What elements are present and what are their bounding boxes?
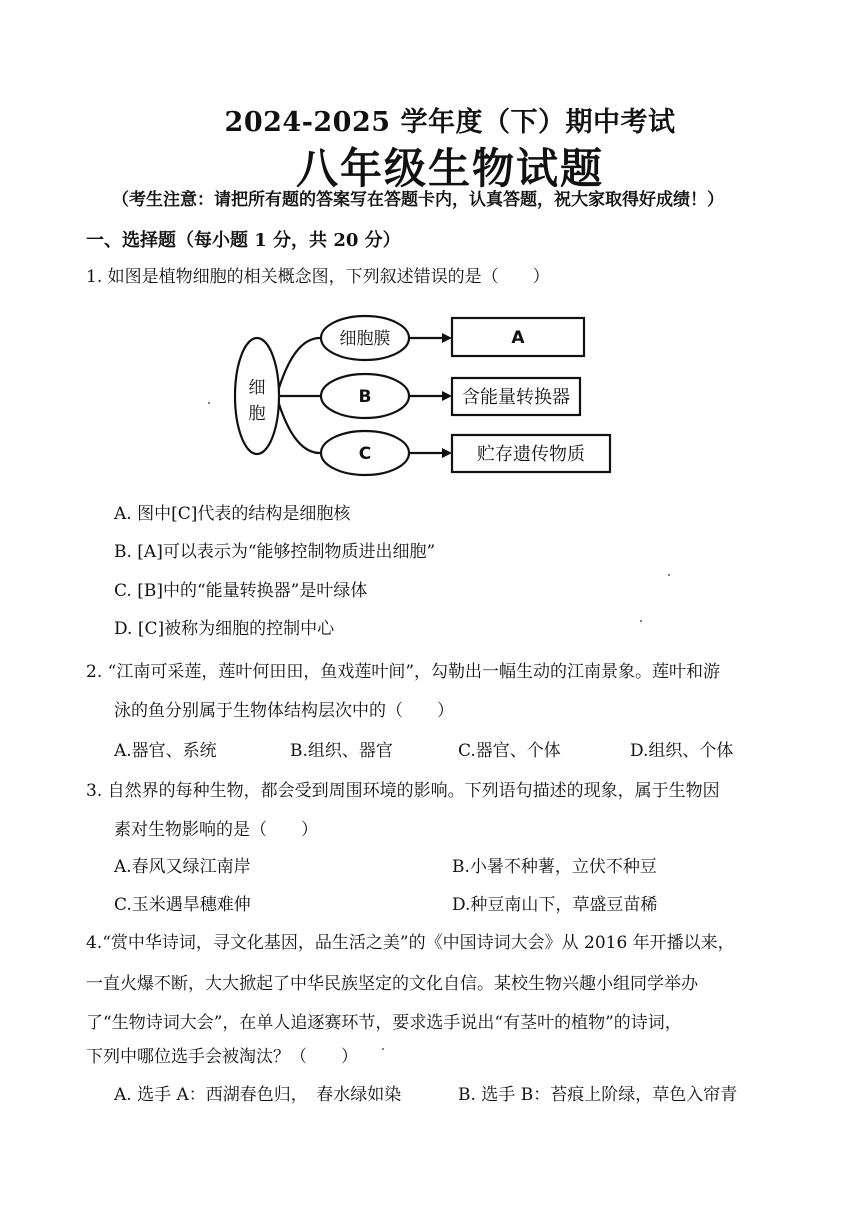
q2-stem-line2: 泳的鱼分别属于生物体结构层次中的（ ） bbox=[114, 701, 454, 721]
q2-option-d: D.组织、个体 bbox=[630, 741, 734, 761]
root-label-1: 细 bbox=[248, 378, 266, 398]
q2-option-b: B.组织、器官 bbox=[290, 741, 393, 761]
q3-option-b: B.小暑不种薯，立伏不种豆 bbox=[452, 857, 657, 877]
q1-stem: 1. 如图是植物细胞的相关概念图，下列叙述错误的是（ ） bbox=[86, 267, 550, 287]
q4-option-a: A. 选手 A：西湖春色归， 春水绿如染 bbox=[114, 1085, 402, 1105]
q3-stem-line2: 素对生物影响的是（ ） bbox=[114, 820, 318, 840]
box1-label: A bbox=[511, 328, 525, 348]
arrow-head-1 bbox=[442, 333, 452, 343]
connector-1 bbox=[279, 338, 320, 388]
scan-speck bbox=[640, 620, 642, 622]
scan-speck bbox=[668, 574, 670, 576]
q1-option-b: B. [A]可以表示为“能够控制物质进出细胞” bbox=[114, 542, 436, 562]
node3-label: C bbox=[358, 444, 372, 464]
root-label-2: 胞 bbox=[248, 404, 266, 424]
q2-stem-line1: 2. “江南可采莲，莲叶何田田，鱼戏莲叶间”，勾勒出一幅生动的江南景象。莲叶和游 bbox=[86, 662, 721, 682]
q2-option-a: A.器官、系统 bbox=[114, 741, 217, 761]
section-title: 一、选择题（每小题 1 分，共 20 分） bbox=[86, 230, 401, 251]
box3-label: 贮存遗传物质 bbox=[477, 444, 585, 465]
q1-option-d: D. [C]被称为细胞的控制中心 bbox=[114, 619, 335, 639]
exam-notice: （考生注意：请把所有题的答案写在答题卡内，认真答题，祝大家取得好成绩！） bbox=[112, 190, 724, 210]
connector-3 bbox=[279, 404, 320, 453]
arrow-head-3 bbox=[442, 448, 452, 458]
cell-concept-diagram bbox=[230, 308, 620, 483]
q3-option-d: D.种豆南山下，草盛豆苗稀 bbox=[452, 895, 658, 915]
q4-option-b: B. 选手 B：苔痕上阶绿，草色入帘青 bbox=[458, 1085, 738, 1105]
node2-label: B bbox=[358, 387, 372, 407]
q4-stem-line1: 4.“赏中华诗词，寻文化基因，品生活之美”的《中国诗词大会》从 2016 年开播以来， bbox=[86, 933, 735, 953]
q4-stem-line4: 下列中哪位选手会被淘汰？（ ） bbox=[86, 1047, 358, 1067]
box2-label: 含能量转换器 bbox=[462, 387, 570, 408]
node1-label: 细胞膜 bbox=[339, 329, 391, 349]
q3-option-a: A.春风又绿江南岸 bbox=[114, 857, 251, 877]
q2-option-c: C.器官、个体 bbox=[458, 741, 561, 761]
q1-option-c: C. [B]中的“能量转换器”是叶绿体 bbox=[114, 581, 368, 601]
q4-stem-line2: 一直火爆不断，大大掀起了中华民族坚定的文化自信。某校生物兴趣小组同学举办 bbox=[86, 974, 698, 994]
q3-stem-line1: 3. 自然界的每种生物，都会受到周围环境的影响。下列语句描述的现象，属于生物因 bbox=[86, 781, 720, 801]
scan-speck bbox=[382, 1048, 384, 1050]
q4-stem-line3: 了“生物诗词大会”，在单人追逐赛环节，要求选手说出“有茎叶的植物”的诗词， bbox=[86, 1013, 682, 1033]
exam-subtitle: 八年级生物试题 bbox=[295, 144, 604, 193]
scan-speck bbox=[208, 402, 210, 404]
exam-title: 2024-2025 学年度（下）期中考试 bbox=[224, 107, 676, 138]
q1-option-a: A. 图中[C]代表的结构是细胞核 bbox=[114, 504, 351, 524]
arrow-head-2 bbox=[442, 391, 452, 401]
q3-option-c: C.玉米遇旱穗难伸 bbox=[114, 895, 251, 915]
